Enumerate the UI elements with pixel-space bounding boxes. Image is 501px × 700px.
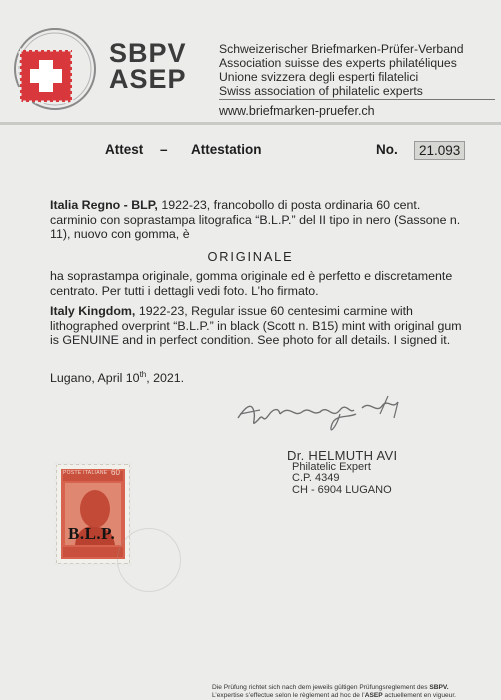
certificate-title-row (0, 142, 501, 162)
footer-line-de-text: Die Prüfung richtet sich nach dem jeweils gültigen Prüfungsreglement des (212, 684, 430, 691)
org-name-en: Swiss association of philatelic experts (219, 84, 423, 98)
item-heading-english: Italy Kingdom, (50, 304, 136, 318)
condition-italian: ha soprastampa originale, gomma originale ed è perfetto e discretamente centrato. Per tutti i dettagli vedi foto. L’ho firmato. (50, 269, 453, 298)
expert-title: Philatelic Expert (292, 460, 371, 473)
footer-legal-notice (212, 684, 456, 700)
description-english (50, 304, 470, 348)
item-heading-italian: Italia Regno - BLP, (50, 198, 158, 212)
certificate-number-label: No. (376, 142, 398, 157)
footer-line-fr-bold: ASEP (364, 692, 383, 699)
sbpv-logo-icon (6, 20, 104, 118)
expert-city: CH - 6904 LUGANO (292, 483, 392, 496)
stamp-value: 60 (111, 468, 120, 477)
description-italian-text: 1922-23, francobollo di posta ordinaria 60 cent. carminio con soprastampa litografica “B.L.P.” del II tipo in nero (Sassone n. 11), nuovo con gomma, è (50, 198, 461, 241)
expert-name: Dr. HELMUTH AVI (287, 448, 398, 463)
verdict-originale: ORIGINALE (207, 249, 294, 264)
expert-stamp-block (287, 450, 397, 496)
footer-line-fr-end: actuellement en vigueur. (382, 692, 457, 699)
date-ordinal-suffix: th (139, 370, 147, 379)
org-name-fr: Association suisse des experts philatéliques (219, 56, 457, 70)
header-divider (219, 99, 495, 100)
stamp-top-text: POSTE ITALIANE (63, 470, 108, 476)
footer-line-fr (212, 692, 456, 700)
expert-po-box: C.P. 4349 (292, 472, 340, 484)
description-italian (50, 198, 470, 242)
title-attestation: Attestation (191, 142, 262, 157)
stamp-overprint: B.L.P. (68, 524, 116, 543)
footer-line-de (212, 684, 456, 692)
acronym-sbpv: SBPV (109, 38, 187, 68)
acronyms (109, 40, 187, 92)
organization-names (219, 42, 497, 98)
title-attest: Attest (105, 142, 144, 157)
stamp-portrait-icon (61, 469, 125, 559)
place-date-text: Lugano, April 10 (50, 371, 140, 386)
place-and-date (50, 368, 470, 386)
certificate-header (0, 0, 501, 124)
certificate-number: 21.093 (414, 141, 465, 160)
org-name-it: Unione svizzera degli esperti filatelici (219, 70, 419, 84)
footer-line-fr-text: L’expertise s’effectue selon le règlement ad hoc de l’ (212, 692, 365, 699)
expert-signature-icon (232, 384, 422, 444)
org-name-de: Schweizerischer Briefmarken-Prüfer-Verband (219, 42, 464, 56)
description-english-text: 1922-23, Regular issue 60 centesimi carmine with lithographed overprint “B.L.P.” in black (Scott n. B15) mint with original gum is GENUINE and in perfect condition. See photo for all details. I signed it. (50, 304, 462, 347)
date-year: , 2021. (146, 371, 185, 386)
title-dash: – (160, 142, 168, 157)
footer-line-de-bold: SBPV. (429, 684, 449, 691)
embossed-seal (117, 528, 181, 592)
website-link[interactable]: www.briefmarken-pruefer.ch (219, 104, 375, 118)
header-band-divider (0, 122, 501, 125)
acronym-asep: ASEP (109, 64, 187, 94)
